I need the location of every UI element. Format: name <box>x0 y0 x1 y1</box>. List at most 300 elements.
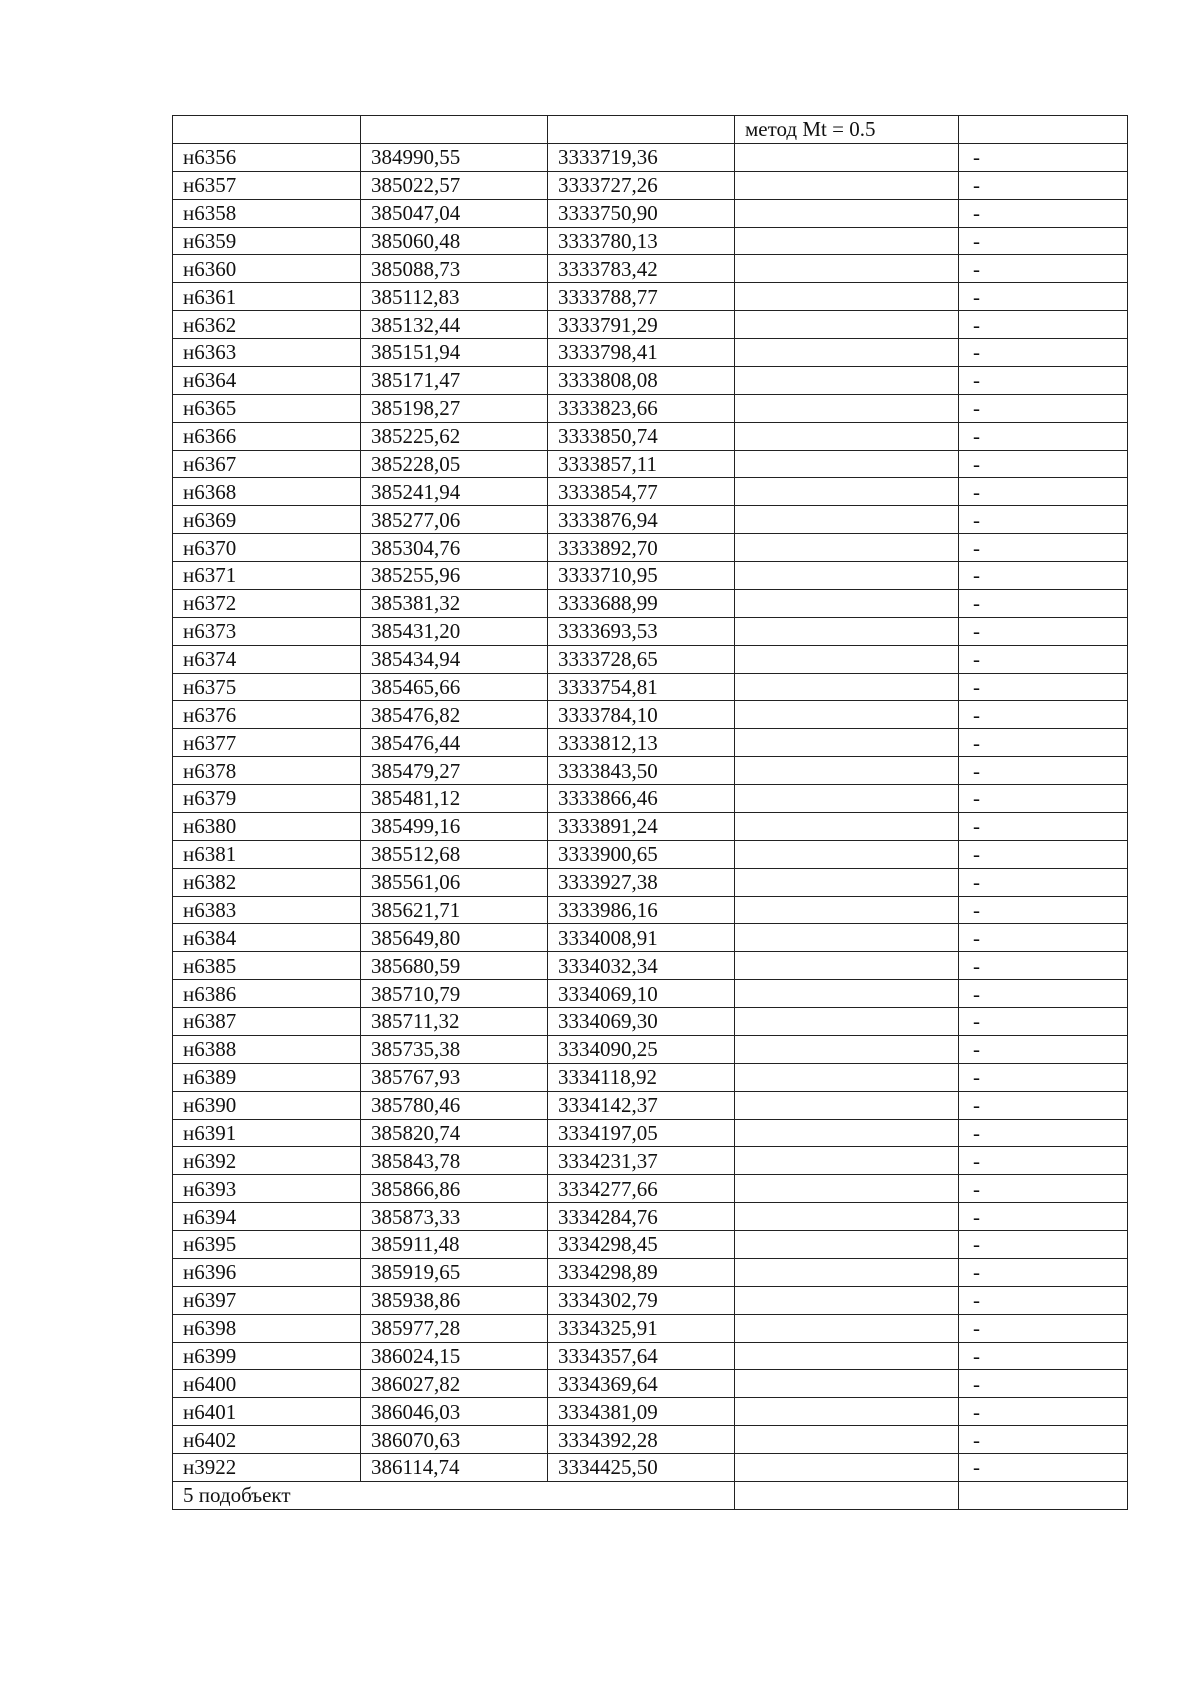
error-cell: - <box>959 171 1128 199</box>
y-coordinate-cell: 3334118,92 <box>548 1063 735 1091</box>
method-cell <box>735 1035 959 1063</box>
table-header-row <box>173 116 1128 144</box>
error-cell: - <box>959 394 1128 422</box>
method-cell <box>735 534 959 562</box>
point-name-cell: н6378 <box>173 757 361 785</box>
method-cell <box>735 339 959 367</box>
point-name-cell: н6359 <box>173 227 361 255</box>
x-coordinate-cell: 385561,06 <box>361 868 548 896</box>
y-coordinate-cell: 3333798,41 <box>548 339 735 367</box>
method-cell <box>735 952 959 980</box>
x-coordinate-cell: 385060,48 <box>361 227 548 255</box>
method-cell <box>735 255 959 283</box>
error-cell: - <box>959 896 1128 924</box>
x-coordinate-cell: 385919,65 <box>361 1258 548 1286</box>
error-cell: - <box>959 1203 1128 1231</box>
point-name-cell: н6387 <box>173 1008 361 1036</box>
subobject-row <box>173 1481 1128 1509</box>
point-name-cell: н6377 <box>173 729 361 757</box>
y-coordinate-cell: 3333784,10 <box>548 701 735 729</box>
point-name-cell: н6399 <box>173 1342 361 1370</box>
x-coordinate-cell: 385499,16 <box>361 812 548 840</box>
x-coordinate-cell: 385977,28 <box>361 1314 548 1342</box>
y-coordinate-cell: 3333857,11 <box>548 450 735 478</box>
error-cell: - <box>959 450 1128 478</box>
y-coordinate-cell: 3333843,50 <box>548 757 735 785</box>
error-cell: - <box>959 701 1128 729</box>
y-coordinate-cell: 3333750,90 <box>548 199 735 227</box>
point-name-cell: н6368 <box>173 478 361 506</box>
x-coordinate-cell: 385171,47 <box>361 366 548 394</box>
point-name-cell: н6361 <box>173 283 361 311</box>
y-coordinate-cell: 3334069,10 <box>548 980 735 1008</box>
point-name-cell: н6397 <box>173 1286 361 1314</box>
table-row <box>173 1231 1128 1259</box>
method-cell <box>735 1454 959 1482</box>
y-coordinate-cell: 3333986,16 <box>548 896 735 924</box>
table-row <box>173 785 1128 813</box>
x-coordinate-cell: 385022,57 <box>361 171 548 199</box>
y-coordinate-cell: 3334284,76 <box>548 1203 735 1231</box>
error-cell: - <box>959 1258 1128 1286</box>
y-coordinate-cell: 3334298,89 <box>548 1258 735 1286</box>
y-coordinate-cell: 3333850,74 <box>548 422 735 450</box>
error-cell: - <box>959 311 1128 339</box>
method-cell <box>735 812 959 840</box>
y-coordinate-cell: 3334425,50 <box>548 1454 735 1482</box>
method-cell <box>735 589 959 617</box>
point-name-cell: н6394 <box>173 1203 361 1231</box>
method-cell <box>735 1286 959 1314</box>
method-cell <box>735 1481 959 1509</box>
table-row <box>173 589 1128 617</box>
y-coordinate-cell: 3333688,99 <box>548 589 735 617</box>
y-coordinate-cell: 3333854,77 <box>548 478 735 506</box>
y-coordinate-cell: 3334142,37 <box>548 1091 735 1119</box>
method-cell <box>735 478 959 506</box>
table-row <box>173 645 1128 673</box>
table-row <box>173 896 1128 924</box>
subobject-label: 5 подобъект <box>173 1481 735 1509</box>
error-cell: - <box>959 534 1128 562</box>
point-name-cell: н6380 <box>173 812 361 840</box>
point-name-cell: н6370 <box>173 534 361 562</box>
table-row <box>173 534 1128 562</box>
point-name-cell: н6367 <box>173 450 361 478</box>
x-coordinate-cell: 385481,12 <box>361 785 548 813</box>
header-cell <box>361 116 548 144</box>
error-cell: - <box>959 1008 1128 1036</box>
method-cell <box>735 840 959 868</box>
table-row <box>173 422 1128 450</box>
point-name-cell: н6396 <box>173 1258 361 1286</box>
method-cell <box>735 394 959 422</box>
method-cell <box>735 868 959 896</box>
y-coordinate-cell: 3334277,66 <box>548 1175 735 1203</box>
y-coordinate-cell: 3334231,37 <box>548 1147 735 1175</box>
x-coordinate-cell: 385381,32 <box>361 589 548 617</box>
x-coordinate-cell: 386024,15 <box>361 1342 548 1370</box>
table-row <box>173 701 1128 729</box>
point-name-cell: н6395 <box>173 1231 361 1259</box>
table-row <box>173 478 1128 506</box>
error-cell: - <box>959 506 1128 534</box>
table-row <box>173 171 1128 199</box>
method-cell <box>735 506 959 534</box>
point-name-cell: н6398 <box>173 1314 361 1342</box>
x-coordinate-cell: 385241,94 <box>361 478 548 506</box>
x-coordinate-cell: 385820,74 <box>361 1119 548 1147</box>
table-row <box>173 812 1128 840</box>
point-name-cell: н6375 <box>173 673 361 701</box>
table-row <box>173 840 1128 868</box>
method-cell <box>735 366 959 394</box>
method-cell <box>735 617 959 645</box>
error-cell: - <box>959 1175 1128 1203</box>
error-cell: - <box>959 1426 1128 1454</box>
table-row <box>173 729 1128 757</box>
x-coordinate-cell: 385780,46 <box>361 1091 548 1119</box>
coordinates-table <box>172 115 1128 1510</box>
error-cell: - <box>959 478 1128 506</box>
method-cell <box>735 1314 959 1342</box>
x-coordinate-cell: 385735,38 <box>361 1035 548 1063</box>
table-row <box>173 1147 1128 1175</box>
x-coordinate-cell: 385198,27 <box>361 394 548 422</box>
method-cell <box>735 729 959 757</box>
error-cell: - <box>959 1147 1128 1175</box>
point-name-cell: н6391 <box>173 1119 361 1147</box>
point-name-cell: н6384 <box>173 924 361 952</box>
table-row <box>173 1454 1128 1482</box>
error-cell: - <box>959 1119 1128 1147</box>
y-coordinate-cell: 3334325,91 <box>548 1314 735 1342</box>
table-row <box>173 199 1128 227</box>
table-row <box>173 255 1128 283</box>
method-cell <box>735 1258 959 1286</box>
table-row <box>173 450 1128 478</box>
error-cell: - <box>959 812 1128 840</box>
y-coordinate-cell: 3333754,81 <box>548 673 735 701</box>
point-name-cell: н6360 <box>173 255 361 283</box>
table-row <box>173 1370 1128 1398</box>
point-name-cell: н6388 <box>173 1035 361 1063</box>
y-coordinate-cell: 3333891,24 <box>548 812 735 840</box>
y-coordinate-cell: 3333788,77 <box>548 283 735 311</box>
point-name-cell: н6390 <box>173 1091 361 1119</box>
method-cell <box>735 757 959 785</box>
x-coordinate-cell: 385680,59 <box>361 952 548 980</box>
error-cell: - <box>959 199 1128 227</box>
x-coordinate-cell: 385088,73 <box>361 255 548 283</box>
error-cell: - <box>959 1342 1128 1370</box>
x-coordinate-cell: 385277,06 <box>361 506 548 534</box>
method-cell <box>735 1091 959 1119</box>
table-row <box>173 1286 1128 1314</box>
x-coordinate-cell: 386027,82 <box>361 1370 548 1398</box>
y-coordinate-cell: 3334369,64 <box>548 1370 735 1398</box>
y-coordinate-cell: 3333927,38 <box>548 868 735 896</box>
table-row <box>173 394 1128 422</box>
table-row <box>173 506 1128 534</box>
point-name-cell: н6393 <box>173 1175 361 1203</box>
error-cell: - <box>959 785 1128 813</box>
method-cell <box>735 1175 959 1203</box>
method-cell <box>735 1147 959 1175</box>
table-row <box>173 283 1128 311</box>
method-cell <box>735 227 959 255</box>
table-row <box>173 311 1128 339</box>
table-row <box>173 1398 1128 1426</box>
x-coordinate-cell: 385767,93 <box>361 1063 548 1091</box>
error-cell: - <box>959 645 1128 673</box>
method-cell <box>735 1203 959 1231</box>
error-cell <box>959 1481 1128 1509</box>
table-row <box>173 1203 1128 1231</box>
x-coordinate-cell: 385476,82 <box>361 701 548 729</box>
x-coordinate-cell: 385866,86 <box>361 1175 548 1203</box>
table-row <box>173 1342 1128 1370</box>
point-name-cell: н6385 <box>173 952 361 980</box>
method-cell <box>735 450 959 478</box>
x-coordinate-cell: 385151,94 <box>361 339 548 367</box>
y-coordinate-cell: 3333780,13 <box>548 227 735 255</box>
header-cell <box>959 116 1128 144</box>
error-cell: - <box>959 339 1128 367</box>
table-row <box>173 1175 1128 1203</box>
error-cell: - <box>959 143 1128 171</box>
error-cell: - <box>959 673 1128 701</box>
x-coordinate-cell: 385479,27 <box>361 757 548 785</box>
x-coordinate-cell: 385710,79 <box>361 980 548 1008</box>
method-cell <box>735 1342 959 1370</box>
x-coordinate-cell: 385873,33 <box>361 1203 548 1231</box>
error-cell: - <box>959 1091 1128 1119</box>
x-coordinate-cell: 385512,68 <box>361 840 548 868</box>
x-coordinate-cell: 385132,44 <box>361 311 548 339</box>
point-name-cell: н6365 <box>173 394 361 422</box>
header-cell <box>548 116 735 144</box>
table-row <box>173 143 1128 171</box>
y-coordinate-cell: 3334197,05 <box>548 1119 735 1147</box>
x-coordinate-cell: 385225,62 <box>361 422 548 450</box>
error-cell: - <box>959 255 1128 283</box>
y-coordinate-cell: 3334032,34 <box>548 952 735 980</box>
x-coordinate-cell: 385938,86 <box>361 1286 548 1314</box>
x-coordinate-cell: 385843,78 <box>361 1147 548 1175</box>
method-cell <box>735 1370 959 1398</box>
coordinates-table-body <box>173 116 1128 1510</box>
point-name-cell: н6400 <box>173 1370 361 1398</box>
error-cell: - <box>959 1454 1128 1482</box>
point-name-cell: н6381 <box>173 840 361 868</box>
method-cell <box>735 785 959 813</box>
table-row <box>173 1008 1128 1036</box>
error-cell: - <box>959 980 1128 1008</box>
method-cell <box>735 645 959 673</box>
y-coordinate-cell: 3334357,64 <box>548 1342 735 1370</box>
error-cell: - <box>959 952 1128 980</box>
point-name-cell: н6374 <box>173 645 361 673</box>
error-cell: - <box>959 562 1128 590</box>
x-coordinate-cell: 385112,83 <box>361 283 548 311</box>
method-cell <box>735 1231 959 1259</box>
error-cell: - <box>959 589 1128 617</box>
y-coordinate-cell: 3333812,13 <box>548 729 735 757</box>
point-name-cell: н6366 <box>173 422 361 450</box>
y-coordinate-cell: 3334069,30 <box>548 1008 735 1036</box>
x-coordinate-cell: 385711,32 <box>361 1008 548 1036</box>
y-coordinate-cell: 3333823,66 <box>548 394 735 422</box>
table-row <box>173 1258 1128 1286</box>
method-cell <box>735 1008 959 1036</box>
y-coordinate-cell: 3333791,29 <box>548 311 735 339</box>
point-name-cell: н6362 <box>173 311 361 339</box>
error-cell: - <box>959 924 1128 952</box>
y-coordinate-cell: 3333866,46 <box>548 785 735 813</box>
error-cell: - <box>959 283 1128 311</box>
method-cell <box>735 283 959 311</box>
x-coordinate-cell: 385255,96 <box>361 562 548 590</box>
y-coordinate-cell: 3333900,65 <box>548 840 735 868</box>
error-cell: - <box>959 729 1128 757</box>
point-name-cell: н6373 <box>173 617 361 645</box>
y-coordinate-cell: 3333892,70 <box>548 534 735 562</box>
error-cell: - <box>959 1286 1128 1314</box>
point-name-cell: н6357 <box>173 171 361 199</box>
method-cell <box>735 673 959 701</box>
y-coordinate-cell: 3333719,36 <box>548 143 735 171</box>
point-name-cell: н6371 <box>173 562 361 590</box>
error-cell: - <box>959 840 1128 868</box>
error-cell: - <box>959 1035 1128 1063</box>
y-coordinate-cell: 3333808,08 <box>548 366 735 394</box>
point-name-cell: н6401 <box>173 1398 361 1426</box>
table-row <box>173 757 1128 785</box>
x-coordinate-cell: 385911,48 <box>361 1231 548 1259</box>
point-name-cell: н6402 <box>173 1426 361 1454</box>
table-row <box>173 1091 1128 1119</box>
y-coordinate-cell: 3334381,09 <box>548 1398 735 1426</box>
point-name-cell: н6383 <box>173 896 361 924</box>
method-cell <box>735 1119 959 1147</box>
table-row <box>173 924 1128 952</box>
x-coordinate-cell: 385304,76 <box>361 534 548 562</box>
x-coordinate-cell: 385431,20 <box>361 617 548 645</box>
error-cell: - <box>959 1314 1128 1342</box>
point-name-cell: н6392 <box>173 1147 361 1175</box>
method-cell <box>735 199 959 227</box>
table-row <box>173 1314 1128 1342</box>
point-name-cell: н6386 <box>173 980 361 1008</box>
header-cell <box>173 116 361 144</box>
method-cell <box>735 980 959 1008</box>
y-coordinate-cell: 3334008,91 <box>548 924 735 952</box>
method-cell <box>735 311 959 339</box>
table-row <box>173 227 1128 255</box>
method-cell <box>735 171 959 199</box>
y-coordinate-cell: 3334298,45 <box>548 1231 735 1259</box>
table-row <box>173 1035 1128 1063</box>
table-row <box>173 1119 1128 1147</box>
x-coordinate-cell: 385621,71 <box>361 896 548 924</box>
point-name-cell: н3922 <box>173 1454 361 1482</box>
point-name-cell: н6358 <box>173 199 361 227</box>
x-coordinate-cell: 384990,55 <box>361 143 548 171</box>
x-coordinate-cell: 386114,74 <box>361 1454 548 1482</box>
point-name-cell: н6364 <box>173 366 361 394</box>
method-cell <box>735 1426 959 1454</box>
x-coordinate-cell: 386046,03 <box>361 1398 548 1426</box>
table-row <box>173 562 1128 590</box>
table-row <box>173 868 1128 896</box>
x-coordinate-cell: 386070,63 <box>361 1426 548 1454</box>
point-name-cell: н6369 <box>173 506 361 534</box>
point-name-cell: н6356 <box>173 143 361 171</box>
point-name-cell: н6376 <box>173 701 361 729</box>
table-row <box>173 339 1128 367</box>
method-cell <box>735 562 959 590</box>
method-cell <box>735 143 959 171</box>
x-coordinate-cell: 385649,80 <box>361 924 548 952</box>
y-coordinate-cell: 3333710,95 <box>548 562 735 590</box>
x-coordinate-cell: 385434,94 <box>361 645 548 673</box>
error-cell: - <box>959 868 1128 896</box>
table-row <box>173 673 1128 701</box>
y-coordinate-cell: 3333783,42 <box>548 255 735 283</box>
point-name-cell: н6372 <box>173 589 361 617</box>
x-coordinate-cell: 385228,05 <box>361 450 548 478</box>
method-cell <box>735 1063 959 1091</box>
method-cell <box>735 422 959 450</box>
point-name-cell: н6382 <box>173 868 361 896</box>
error-cell: - <box>959 1398 1128 1426</box>
point-name-cell: н6363 <box>173 339 361 367</box>
error-cell: - <box>959 227 1128 255</box>
method-cell <box>735 1398 959 1426</box>
error-cell: - <box>959 1370 1128 1398</box>
x-coordinate-cell: 385476,44 <box>361 729 548 757</box>
table-row <box>173 617 1128 645</box>
method-cell <box>735 896 959 924</box>
y-coordinate-cell: 3333693,53 <box>548 617 735 645</box>
error-cell: - <box>959 617 1128 645</box>
x-coordinate-cell: 385047,04 <box>361 199 548 227</box>
method-cell <box>735 924 959 952</box>
x-coordinate-cell: 385465,66 <box>361 673 548 701</box>
table-row <box>173 1063 1128 1091</box>
y-coordinate-cell: 3334302,79 <box>548 1286 735 1314</box>
table-row <box>173 952 1128 980</box>
y-coordinate-cell: 3333876,94 <box>548 506 735 534</box>
method-cell <box>735 701 959 729</box>
y-coordinate-cell: 3333728,65 <box>548 645 735 673</box>
table-row <box>173 1426 1128 1454</box>
table-row <box>173 980 1128 1008</box>
y-coordinate-cell: 3333727,26 <box>548 171 735 199</box>
y-coordinate-cell: 3334090,25 <box>548 1035 735 1063</box>
method-note-cell: метод Mt = 0.5 <box>735 116 959 144</box>
error-cell: - <box>959 757 1128 785</box>
error-cell: - <box>959 1231 1128 1259</box>
error-cell: - <box>959 366 1128 394</box>
error-cell: - <box>959 422 1128 450</box>
point-name-cell: н6389 <box>173 1063 361 1091</box>
point-name-cell: н6379 <box>173 785 361 813</box>
y-coordinate-cell: 3334392,28 <box>548 1426 735 1454</box>
table-row <box>173 366 1128 394</box>
error-cell: - <box>959 1063 1128 1091</box>
